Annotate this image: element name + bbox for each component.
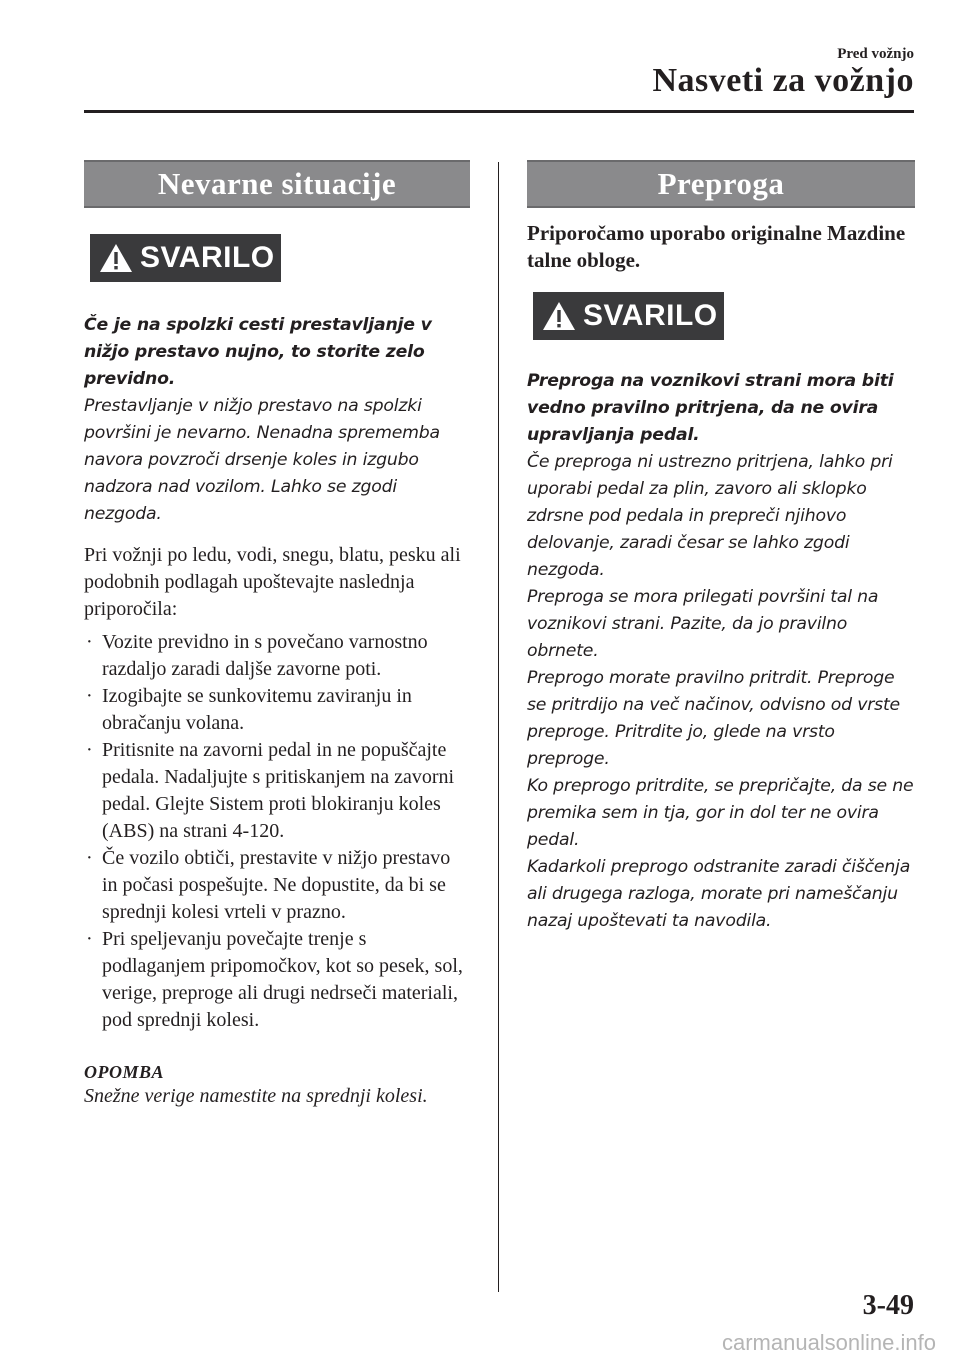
warning-label: SVARILO [583,299,718,332]
warning-label: SVARILO [140,241,275,274]
warning-paragraph: Kadarkoli preprogo odstranite zaradi čiščenja ali drugega razloga, morate pri nameščanju nazaj upoštevati ta navodila. [527,857,911,931]
warning-heading: Če je na spolzki cesti prestavljanje v nižjo prestavo nujno, to storite zelo previdno. [84,315,432,389]
warning-badge [90,234,281,282]
warning-triangle-icon [541,300,577,332]
warning-text: Prestavljanje v nižjo prestavo na spolzki površini je nevarno. Nenadna sprememba navora povzroči drsenje koles in izgubo nadzora nad vozilom. Lahko se zgodi nezgoda. [84,396,440,524]
watermark: carmanualsonline.info [721,1330,936,1355]
warning-paragraph: Če preproga ni ustrezno pritrjena, lahko pri uporabi pedal za plin, zavoro ali sklopko zdrsne pod pedala in prepreči njihovo delovanje, zaradi česar se lahko zgodi nezgoda. [527,452,893,580]
warning-triangle-icon [98,242,134,274]
intro-paragraph: Priporočamo uporabo originalne Mazdine talne obloge. [527,221,906,272]
section-title-floor-mat: Preproga [527,160,915,208]
recommendation-list [84,629,470,1034]
list-item: · Vozite previdno in s povečano varnostno razdaljo zaradi daljše zavorne poti. [86,631,428,680]
header-chapter-title: Nasveti za vožnjo [652,62,914,99]
header-section-label: Pred vožnjo [837,46,914,62]
list-item: · Pri speljevanju povečajte trenje s podlaganjem pripomočkov, kot so pesek, sol, verige, preproge ali drugi nedrseči materiali, pod sprednji kolesi. [86,928,463,1031]
warning-paragraph: Ko preprogo pritrdite, se prepričajte, da se ne premika sem in tja, gor in dol ter ne ovira pedal. [527,776,914,850]
list-item: · Če vozilo obtiči, prestavite v nižjo prestavo in počasi pospešujte. Ne dopustite, da bi se sprednji kolesi vrteli v prazno. [86,847,451,923]
warning-paragraph: Preprogo morate pravilno pritrdit. Preproge se pritrdijo na več načinov, odvisno od vrste preproge. Pritrdite jo, glede na vrsto preproge. [527,668,900,769]
note-text: Snežne verige namestite na sprednji kolesi. [84,1085,428,1107]
section-title-hazardous-situations: Nevarne situacije [84,160,470,208]
warning-badge [533,292,724,340]
page-number: 3-49 [862,1290,914,1321]
list-item: · Izogibajte se sunkovitemu zaviranju in obračanju volana. [86,685,412,734]
right-column [527,160,915,935]
warning-heading: Preproga na voznikovi strani mora biti vedno pravilno pritrjena, da ne ovira upravljanja pedal. [527,371,894,445]
column-divider [498,162,499,1292]
warning-paragraph: Preproga se mora prilegati površini tal na voznikovi strani. Pazite, da jo pravilno obrnete. [527,587,879,661]
list-item: · Pritisnite na zavorni pedal in ne popuščajte pedala. Nadaljujte s pritiskanjem na zavorni pedal. Glejte Sistem proti blokiranju koles (ABS) na strani 4-120. [86,739,455,842]
intro-paragraph: Pri vožnji po ledu, vodi, snegu, blatu, pesku ali podobnih podlagah upoštevajte naslednja priporočila: [84,544,461,620]
note-label: OPOMBA [84,1062,165,1082]
header-rule [84,110,914,113]
left-column [84,160,470,1110]
